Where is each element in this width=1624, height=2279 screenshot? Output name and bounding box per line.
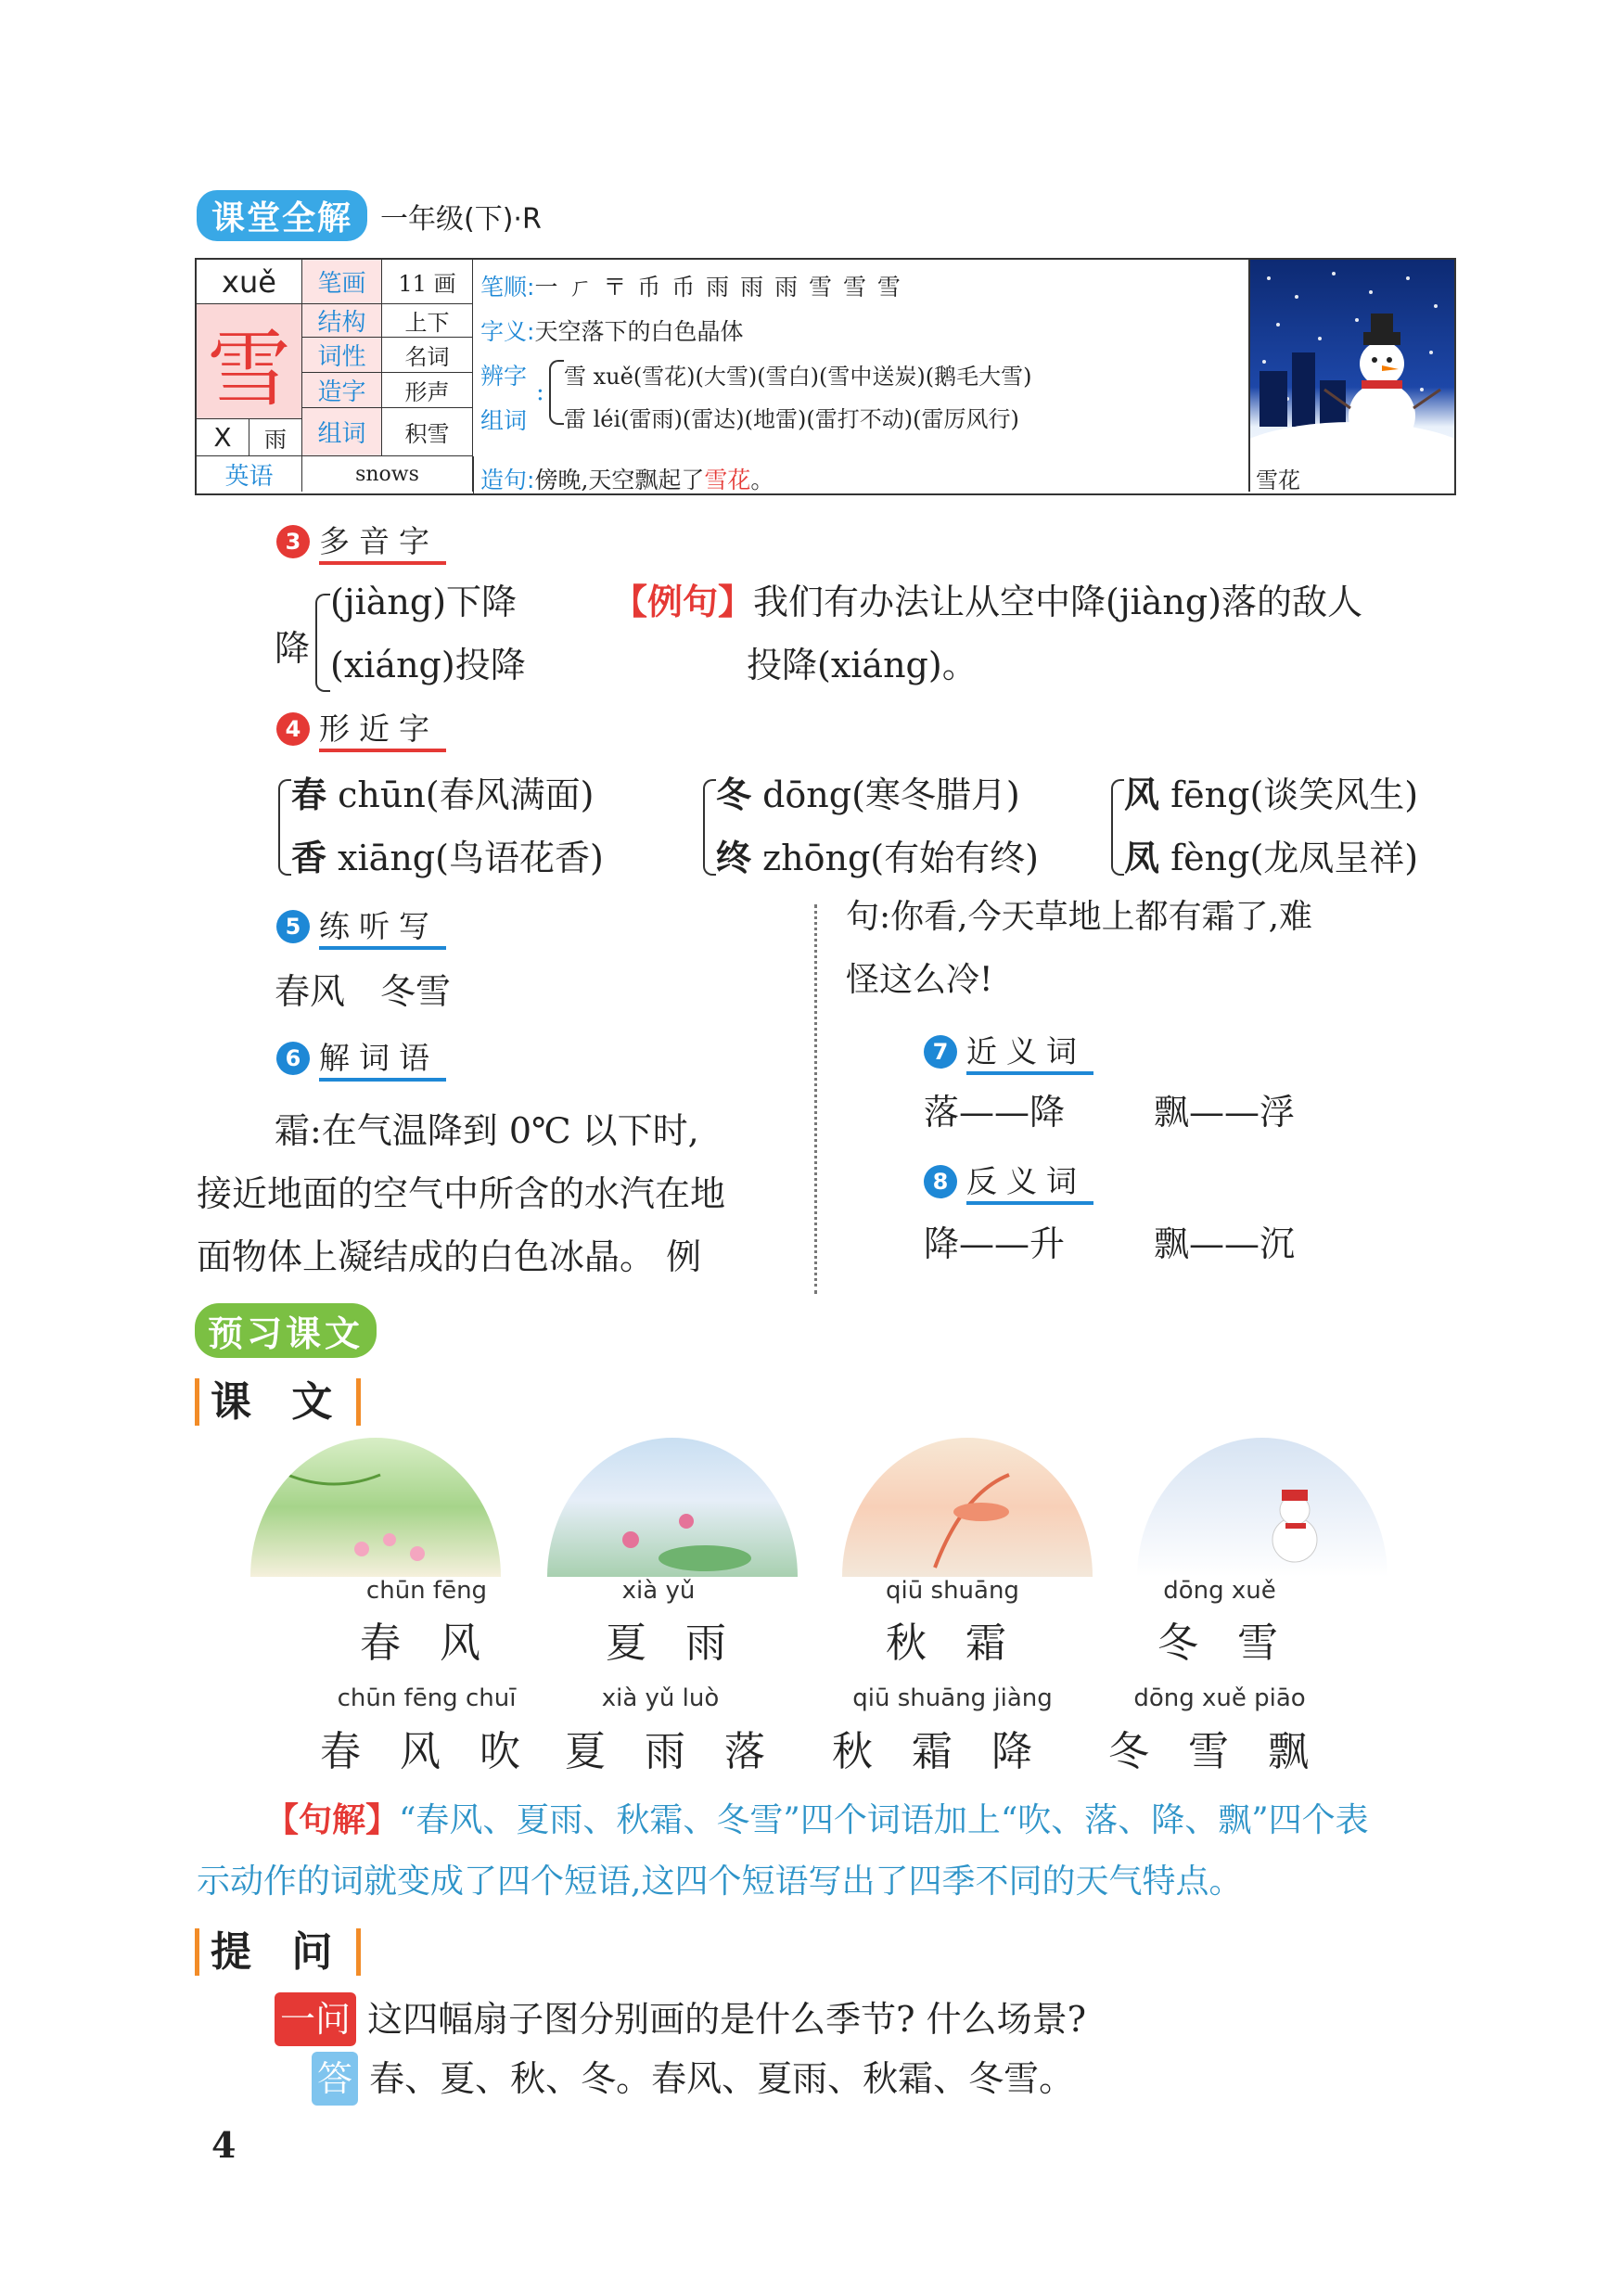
definition-line-3: 面物体上凝结成的白色冰晶。 例 xyxy=(197,1236,702,1277)
value-bihua: 11 画 xyxy=(382,260,473,304)
preview-badge: 预习课文 xyxy=(195,1303,377,1358)
section-5-heading xyxy=(276,903,446,950)
section-title: 反义词 xyxy=(966,1158,1093,1205)
similar-pair-3b: 凤 fèng(龙凤呈祥) xyxy=(1124,837,1419,878)
tiwen-heading: 提 问 xyxy=(195,1918,361,1978)
brace xyxy=(315,594,330,692)
definition-example-1: 句:你看,今天草地上都有霜了,难 xyxy=(846,898,1313,936)
radical-box: X xyxy=(197,419,249,456)
radical: 雨 xyxy=(249,419,302,456)
question-row xyxy=(275,1992,1086,2046)
fan-2-pinyin: xià yǔ xyxy=(621,1577,696,1605)
grade-label: 一年级(下)·R xyxy=(380,202,542,236)
fan-3-phrase: 秋 霜 降 xyxy=(832,1728,1045,1775)
polyphone-example-2: 投降(xiáng)。 xyxy=(747,645,978,685)
fan-1-phrase: 春 风 吹 xyxy=(320,1728,533,1775)
question-tag: 一问 xyxy=(275,1992,356,2046)
snowman-scene xyxy=(1250,260,1454,492)
polyphone-reading-1: (jiàng)下降 xyxy=(330,582,518,622)
definition-line-1: 霜:在气温降到 0℃ 以下时, xyxy=(275,1110,699,1151)
section-number: 6 xyxy=(276,1042,310,1075)
example-sentence: 造句:傍晚,天空飘起了雪花。 xyxy=(480,467,774,493)
section-3-heading xyxy=(276,518,446,565)
section-8-heading xyxy=(924,1158,1093,1205)
fan-2-word: 夏 雨 xyxy=(606,1620,739,1667)
fan-spring-picture xyxy=(250,1438,501,1577)
polyphone-example: 【例句】我们有办法让从空中降(jiàng)落的敌人 xyxy=(612,582,1363,622)
picture-caption: 雪花 xyxy=(1256,467,1300,492)
fan-1-pinyin: chūn fēng xyxy=(365,1577,488,1605)
label-bianzi-zuci: 组词 xyxy=(480,407,528,434)
section-title: 练听写 xyxy=(319,903,446,950)
similar-pair-2a: 冬 dōng(寒冬腊月) xyxy=(716,774,1020,815)
section-number: 7 xyxy=(924,1035,957,1069)
section-4-heading xyxy=(276,705,446,752)
fan-2-pinyin-2: xià yǔ luò xyxy=(601,1684,720,1712)
fan-autumn-picture xyxy=(842,1438,1093,1577)
synonym-pair-2: 飘——浮 xyxy=(1154,1092,1296,1133)
page-header xyxy=(197,190,542,241)
page-number: 4 xyxy=(211,2124,237,2166)
label-english: 英语 xyxy=(197,456,302,492)
label-bihua: 笔画 xyxy=(302,260,382,304)
definition-line-2: 接近地面的空气中所含的水汽在地 xyxy=(197,1173,726,1214)
section-title: 近义词 xyxy=(966,1028,1093,1075)
question-text: 这四幅扇子图分别画的是什么季节? 什么场景? xyxy=(367,1999,1086,2040)
value-cixing: 名词 xyxy=(382,338,473,373)
bianzi-line-2: 雷 léi(雷雨)(雷达)(地雷)(雷打不动)(雷厉风行) xyxy=(564,406,1019,432)
label-bianzi: 辨字 xyxy=(480,363,528,390)
value-zuci: 积雪 xyxy=(382,408,473,456)
fan-3-pinyin: qiū shuāng xyxy=(886,1577,1019,1605)
section-number: 4 xyxy=(276,712,310,746)
fan-2-phrase: 夏 雨 落 xyxy=(565,1728,778,1775)
fan-winter-picture xyxy=(1137,1438,1387,1577)
fan-summer-picture xyxy=(547,1438,798,1577)
similar-pair-3a: 风 fēng(谈笑风生) xyxy=(1124,774,1419,815)
section-title: 形近字 xyxy=(319,705,446,752)
polyphone-char: 降 xyxy=(275,628,311,669)
brace xyxy=(549,360,564,425)
column-divider xyxy=(814,904,817,1294)
label-jiegou: 结构 xyxy=(302,304,382,338)
char-meaning: 字义:天空落下的白色晶体 xyxy=(480,318,744,345)
fan-4-pinyin: dōng xuě xyxy=(1163,1577,1276,1605)
antonym-pair-2: 飘——沉 xyxy=(1154,1223,1296,1264)
section-number: 5 xyxy=(276,910,310,943)
label-zaozi: 造字 xyxy=(302,373,382,408)
synonym-pair-1: 落——降 xyxy=(924,1092,1066,1133)
fan-4-phrase: 冬 雪 飘 xyxy=(1108,1728,1322,1775)
fan-1-pinyin-2: chūn fēng chuī xyxy=(337,1684,517,1712)
similar-pair-2b: 终 zhōng(有始有终) xyxy=(716,837,1039,878)
answer-text: 春、夏、秋、冬。春风、夏雨、秋霜、冬雪。 xyxy=(369,2058,1075,2099)
section-number: 8 xyxy=(924,1165,957,1198)
char-glyph: 雪 xyxy=(197,304,302,419)
kewen-heading: 课 文 xyxy=(195,1368,361,1428)
section-title: 解词语 xyxy=(319,1034,446,1082)
stroke-order: 笔顺:一 ㄏ 〒 币 币 雨 雨 雨 雪 雪 雪 xyxy=(480,274,902,301)
answer-tag: 答 xyxy=(312,2052,358,2106)
section-title: 多音字 xyxy=(319,518,446,565)
value-jiegou: 上下 xyxy=(382,304,473,338)
answer-row xyxy=(312,2052,1074,2106)
section-number: 3 xyxy=(276,525,310,558)
fan-4-word: 冬 雪 xyxy=(1157,1620,1291,1667)
definition-example-2: 怪这么冷! xyxy=(846,961,993,999)
similar-pair-1b: 香 xiāng(鸟语花香) xyxy=(291,837,604,878)
label-cixing: 词性 xyxy=(302,338,382,373)
value-zaozi: 形声 xyxy=(382,373,473,408)
char-card: xuě 雪 X 雨 笔画 11 画 结构 上下 词性 名词 造字 形声 组词 积雪 英语 snows 笔顺:一 ㄏ 〒 币 币 雨 雨 雨 雪 雪 雪 字义:天空落下的白色晶体 辨字 组词 : 雪 xuě(雪花)(大雪)(雪白)(雪中送炭)(鹅毛大雪) 雷 léi(雷雨)(雷达)(地雷)(雷打不动)(雷厉风行) 造句:傍晚,天空飘起了雪花。 雪花 xyxy=(195,258,1456,495)
section-7-heading xyxy=(924,1028,1093,1075)
char-pinyin: xuě xyxy=(197,260,302,304)
sentence-explanation-1: 【句解】“春风、夏雨、秋霜、冬雪”四个词语加上“吹、落、降、飘”四个表 xyxy=(265,1801,1369,1839)
bianzi-line-1: 雪 xuě(雪花)(大雪)(雪白)(雪中送炭)(鹅毛大雪) xyxy=(564,364,1032,390)
brand-badge: 课堂全解 xyxy=(197,190,367,241)
antonym-pair-1: 降——升 xyxy=(924,1223,1066,1264)
fan-3-pinyin-2: qiū shuāng jiàng xyxy=(852,1684,1053,1712)
similar-pair-1a: 春 chūn(春风满面) xyxy=(291,774,595,815)
sentence-explanation-2: 示动作的词就变成了四个短语,这四个短语写出了四季不同的天气特点。 xyxy=(197,1863,1243,1901)
polyphone-reading-2: (xiáng)投降 xyxy=(330,645,526,685)
fan-1-word: 春 风 xyxy=(360,1620,493,1667)
fan-4-pinyin-2: dōng xuě piāo xyxy=(1133,1684,1306,1712)
fan-3-word: 秋 霜 xyxy=(886,1620,1019,1667)
value-english: snows xyxy=(302,456,473,492)
dictation-words: 春风 冬雪 xyxy=(275,971,452,1012)
label-zuci: 组词 xyxy=(302,408,382,456)
section-6-heading xyxy=(276,1034,446,1082)
snowman-picture xyxy=(1248,260,1454,492)
